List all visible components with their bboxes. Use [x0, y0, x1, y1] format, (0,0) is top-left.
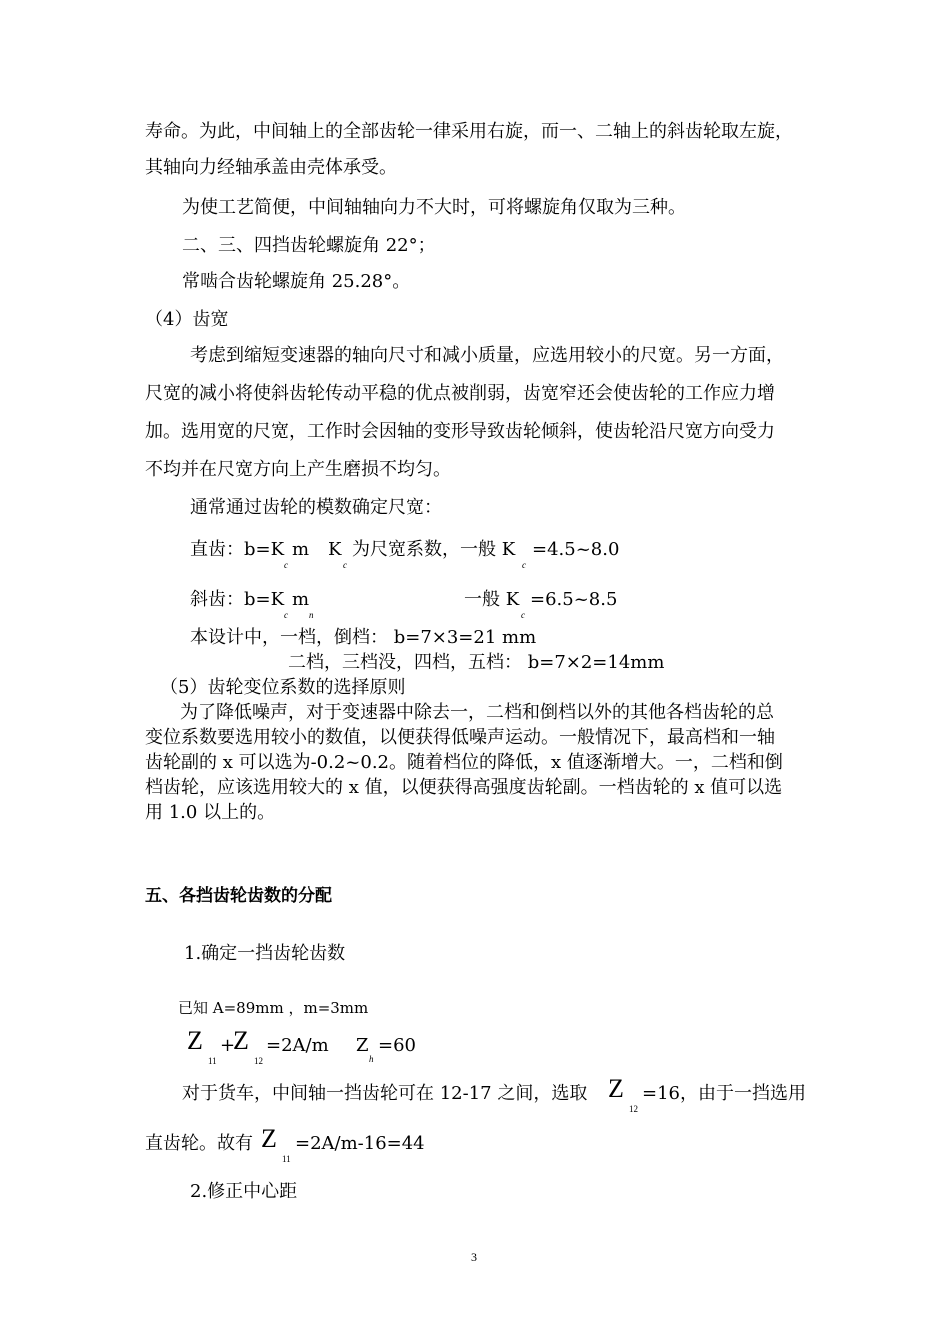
- subscript: h: [369, 1054, 374, 1064]
- formula-text: 为尺宽系数，一般 K: [352, 539, 516, 560]
- paragraph-line: 加。选用宽的尺宽，工作时会因轴的变形导致齿轮倾斜，使齿轮沿尺宽方向受力: [145, 421, 775, 442]
- paragraph-line: 用 1.0 以上的。: [145, 802, 276, 823]
- formula-text: =6.5~8.5: [530, 589, 618, 610]
- design-line: 二档，三档没，四档，五档： b=7×2=14mm: [288, 652, 665, 673]
- design-line: 本设计中，一档，倒档： b=7×3=21 mm: [190, 627, 537, 648]
- subscript: c: [522, 560, 526, 570]
- paragraph-line: 通常通过齿轮的模数确定尺宽：: [190, 497, 442, 518]
- formula-text: =4.5~8.0: [532, 539, 620, 560]
- paragraph-line: 其轴向力经轴承盖由壳体承受。: [145, 157, 397, 178]
- section-heading: 五、各挡齿轮齿数的分配: [145, 886, 332, 906]
- formula-text: 直齿：b=K: [190, 539, 285, 560]
- paragraph-line: 直齿轮。故有: [145, 1133, 253, 1154]
- subscript: 12: [629, 1104, 638, 1114]
- equation-operator: +: [220, 1035, 236, 1056]
- paragraph-line: 为了降低噪声，对于变速器中除去一，二档和倒档以外的其他各档齿轮的总: [180, 702, 774, 723]
- subscript: n: [309, 610, 314, 620]
- subscript: c: [284, 610, 288, 620]
- equation-symbol: Z: [187, 1026, 203, 1055]
- paragraph-line: 档齿轮，应该选用较大的 x 值，以便获得高强度齿轮副。一档齿轮的 x 值可以选: [145, 777, 783, 798]
- subscript: c: [284, 560, 288, 570]
- subsection-heading: （5）齿轮变位系数的选择原则: [160, 677, 406, 698]
- page-number: 3: [471, 1250, 477, 1264]
- paragraph-line: 对于货车，中间轴一挡齿轮可在 12-17 之间，选取: [182, 1083, 588, 1104]
- formula-text: K: [328, 539, 342, 560]
- subsection-heading: （4）齿宽: [145, 309, 229, 330]
- step-heading: 2.修正中心距: [190, 1181, 298, 1202]
- paragraph-line: 考虑到缩短变速器的轴向尺寸和减小质量，应选用较小的尺宽。另一方面，: [190, 345, 784, 366]
- step-heading: 1.确定一挡齿轮齿数: [184, 943, 346, 964]
- equation-symbol: Z: [356, 1035, 369, 1056]
- subscript: c: [343, 560, 347, 570]
- equation-symbol: Z: [608, 1074, 624, 1103]
- paragraph-line: 二、三、四挡齿轮螺旋角 22°；: [182, 235, 436, 256]
- formula-text: 斜齿：b=K: [190, 589, 285, 610]
- subscript: 11: [282, 1154, 291, 1164]
- formula-text: m: [292, 539, 310, 560]
- known-values: 已知 A=89mm ，m=3mm: [178, 999, 369, 1017]
- paragraph-line: 寿命。为此，中间轴上的全部齿轮一律采用右旋，而一、二轴上的斜齿轮取左旋，: [145, 121, 793, 142]
- paragraph-line: 不均并在尺宽方向上产生磨损不均匀。: [145, 459, 451, 480]
- equation-text: =2A/m: [266, 1035, 329, 1056]
- equation-text: =60: [378, 1035, 416, 1056]
- paragraph-line: 尺宽的减小将使斜齿轮传动平稳的优点被削弱，齿宽窄还会使齿轮的工作应力增: [145, 383, 775, 404]
- paragraph-line: 常啮合齿轮螺旋角 25.28°。: [182, 271, 411, 292]
- formula-text: 一般 K: [464, 589, 520, 610]
- subscript: c: [521, 610, 525, 620]
- formula-text: m: [292, 589, 310, 610]
- equation-symbol: Z: [261, 1124, 277, 1153]
- subscript: 11: [208, 1056, 217, 1066]
- paragraph-line: 为使工艺简便，中间轴轴向力不大时，可将螺旋角仅取为三种。: [182, 197, 686, 218]
- paragraph-line: 齿轮副的 x 可以选为-0.2~0.2。随着档位的降低，x 值逐渐增大。一，二档和倒: [145, 752, 783, 773]
- paragraph-line: =16，由于一挡选用: [642, 1083, 806, 1104]
- subscript: 12: [254, 1056, 263, 1066]
- paragraph-line: =2A/m-16=44: [295, 1133, 425, 1154]
- paragraph-line: 变位系数要选用较小的数值，以便获得低噪声运动。一般情况下，最高档和一轴: [145, 727, 775, 748]
- equation-symbol: Z: [233, 1026, 249, 1055]
